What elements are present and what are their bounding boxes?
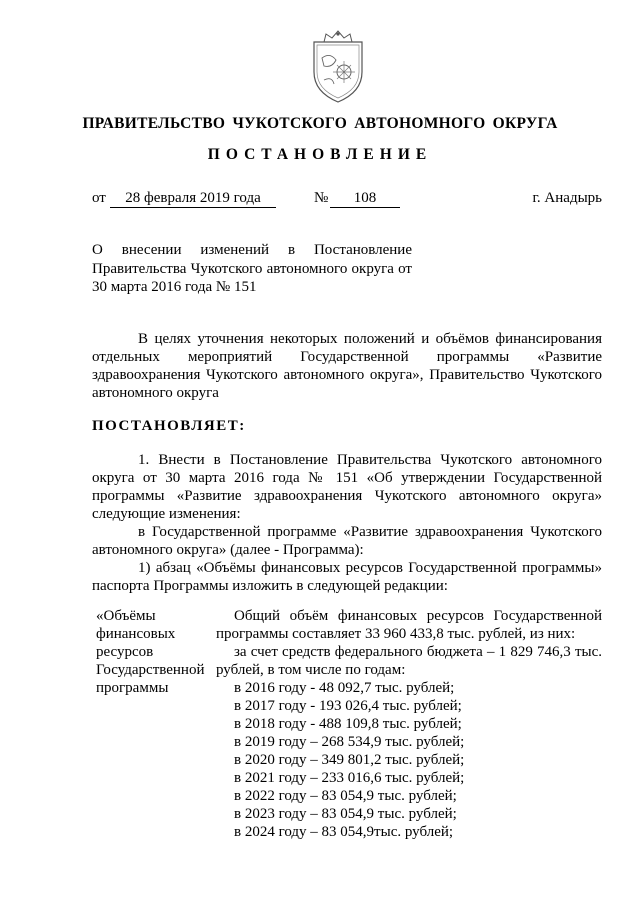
year-row: в 2021 году – 233 016,6 тыс. рублей; (234, 770, 465, 786)
financing-table-content (216, 607, 602, 841)
year-row: в 2024 году – 83 054,9тыс. рублей; (234, 824, 454, 840)
year-row: в 2018 году - 488 109,8 тыс. рублей; (234, 716, 462, 732)
decree-dateline (92, 190, 602, 210)
number-sign: № (314, 190, 329, 206)
decree-body (92, 451, 602, 595)
resolves-heading: ПОСТАНОВЛЯЕТ: (92, 418, 246, 434)
coat-of-arms-emblem (306, 28, 370, 106)
paragraph-item-1: 1. Внести в Постановление Правительства Чукотского автономного округа от 30 марта 2016 года № 151 «Об утверждении Государственной программы «Развитие здравоохранения Чукотского автономного округа» следующие изменения: (92, 452, 602, 522)
year-row: в 2020 году – 349 801,2 тыс. рублей; (234, 752, 465, 768)
preamble-paragraph (92, 330, 602, 402)
financing-table-label (96, 607, 216, 697)
year-row: в 2017 году - 193 026,4 тыс. рублей; (234, 698, 462, 714)
decree-title: ПОСТАНОВЛЕНИЕ (207, 146, 433, 163)
year-row: в 2023 году – 83 054,9 тыс. рублей; (234, 806, 457, 822)
total-financing: Общий объём финансовых ресурсов Государственной программы составляет 33 960 433,8 тыс. рублей, из них: (216, 608, 602, 642)
government-title: ПРАВИТЕЛЬСТВО ЧУКОТСКОГО АВТОНОМНОГО ОКРУГА (82, 115, 558, 132)
decree-subject: О внесении изменений в Постановление Правительства Чукотского автономного округа от 30 марта 2016 года № 151 (92, 242, 412, 295)
label-line: «Объёмы (96, 608, 156, 624)
preamble-text: В целях уточнения некоторых положений и объёмов финансирования отдельных мероприятий Государственной программы «Развитие здравоохранения Чукотского автономного округа», Правительство Чукотского автономного округа (92, 331, 602, 401)
decree-city: г. Анадырь (532, 190, 602, 206)
paragraph-subitem-1: 1) абзац «Объёмы финансовых ресурсов Государственной программы» паспорта Программы изложить в следующей редакции: (92, 560, 602, 594)
label-line: Государственной (96, 662, 205, 678)
year-row: в 2019 году – 268 534,9 тыс. рублей; (234, 734, 465, 750)
decree-number: 108 (330, 190, 400, 208)
label-line: финансовых (96, 626, 176, 642)
date-prefix: от (92, 190, 106, 206)
decree-date: 28 февраля 2019 года (110, 190, 276, 208)
year-row: в 2016 году - 48 092,7 тыс. рублей; (234, 680, 455, 696)
federal-financing: за счет средств федерального бюджета – 1 829 746,3 тыс. рублей, в том числе по годам: (216, 644, 602, 678)
paragraph-program-changes: в Государственной программе «Развитие здравоохранения Чукотского автономного округа» (далее - Программа): (92, 524, 602, 558)
label-line: ресурсов (96, 644, 154, 660)
label-line: программы (96, 680, 169, 696)
year-row: в 2022 году – 83 054,9 тыс. рублей; (234, 788, 457, 804)
